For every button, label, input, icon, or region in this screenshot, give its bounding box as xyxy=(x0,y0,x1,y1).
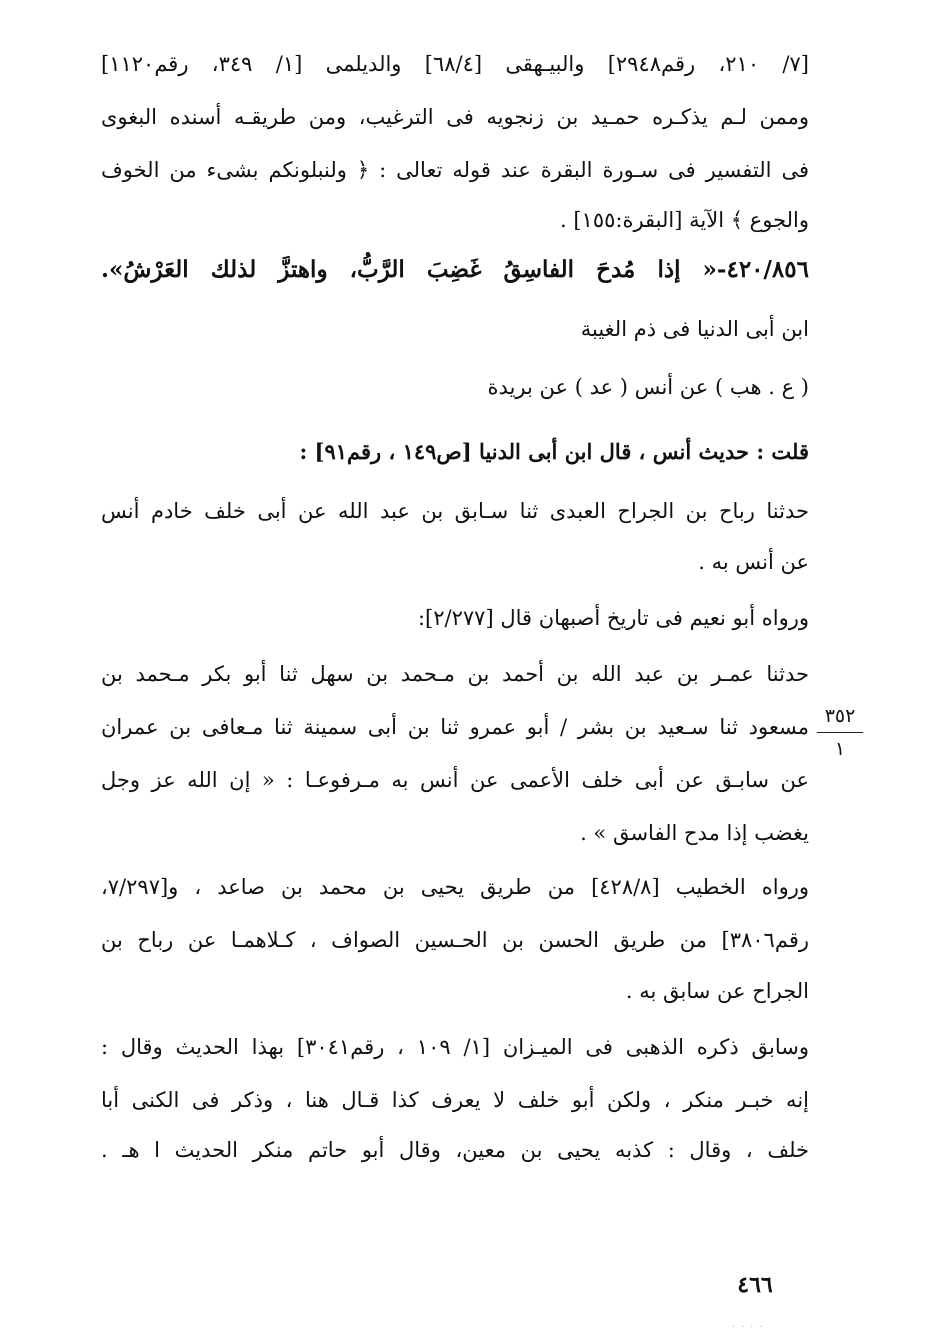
text-line-2: وممن لـم يذكـره حمـيد بن زنجويه فى الترغيب، ومن طريقـه أسنده البغوى xyxy=(101,105,809,129)
text-line-12: حدثنا عمـر بن عبد الله بن أحمد بن مـحمد بن سهل ثنا أبو بكر مـحمد بن xyxy=(101,662,809,686)
text-line-4: والجوع ﴾ الآية [البقرة:١٥٥] . xyxy=(560,208,809,232)
text-line-9: حدثنا رباح بن الجراح العبدى ثنا سـابق بن عبد الله عن أبى خلف خادم أنس xyxy=(101,499,809,523)
faded-stamp-mark: · · · · xyxy=(732,1320,764,1333)
text-line-1: [٧/ ٢١٠، رقم٢٩٤٨] والبيـهقى [٦٨/٤] والديلمى [١/ ٣٤٩، رقم١١٢٠] xyxy=(101,52,809,76)
text-line-10: عن أنس به . xyxy=(698,550,809,574)
narrators-line: ( ع . هب ) عن أنس ( عد ) عن بريدة xyxy=(487,375,809,399)
text-line-13: مسعود ثنا سـعيد بن بشر / أبو عمرو ثنا بن أبى سمينة ثنا مـعافى بن عمران xyxy=(101,715,809,739)
text-line-16: ورواه الخطيب [٤٢٨/٨] من طريق يحيى بن محمد بن صاعد ، و[٧/٢٩٧، xyxy=(101,875,809,899)
text-line-14: عن سابـق عن أبى خلف الأعمى عن أنس به مـرفوعـا : « إن الله عز وجل xyxy=(101,768,809,792)
text-line-3: فى التفسير فى سـورة البقرة عند قوله تعالى : ﴿ ولنبلونكم بشىء من الخوف xyxy=(101,158,809,182)
text-line-17: رقم٣٨٠٦] من طريق الحسن بن الحـسين الصواف ، كـلاهمـا عن رباح بن xyxy=(101,928,809,952)
text-line-19: وسابق ذكره الذهبى فى الميـزان [١/ ١٠٩ ، رقم٣٠٤١] بهذا الحديث وقال : xyxy=(101,1035,809,1059)
margin-note-top: ٣٥٢ xyxy=(824,705,856,727)
margin-note-divider xyxy=(817,732,863,733)
margin-note-bottom: ١ xyxy=(834,738,846,760)
text-line-18: الجراح عن سابق به . xyxy=(625,979,809,1003)
source-line: ابن أبى الدنيا فى ذم الغيبة xyxy=(580,317,809,341)
text-line-21: خلف ، وقال : كذبه يحيى بن معين، وقال أبو حاتم منكر الحديث ا هـ . xyxy=(101,1138,809,1162)
commentary-heading-line: قلت : حديث أنس ، قال ابن أبى الدنيا [ص١٤٩ ، رقم٩١] : xyxy=(299,439,809,464)
text-line-11: ورواه أبو نعيم فى تاريخ أصبهان قال [٢/٢٧٧]: xyxy=(417,606,809,630)
hadith-text: ٤٢٠/٨٥٦-« إذا مُدحَ الفاسِقُ غَضِبَ الرَّبُّ، واهتزَّ لذلك العَرْشُ». xyxy=(101,256,809,283)
page-number: ٤٦٦ xyxy=(737,1272,773,1298)
text-line-20: إنه خبـر منكر ، ولكن أبو خلف لا يعرف كذا قـال هنا ، وذكر فى الكنى أبا xyxy=(101,1088,809,1112)
text-line-15: يغضب إذا مدح الفاسق » . xyxy=(580,821,809,845)
